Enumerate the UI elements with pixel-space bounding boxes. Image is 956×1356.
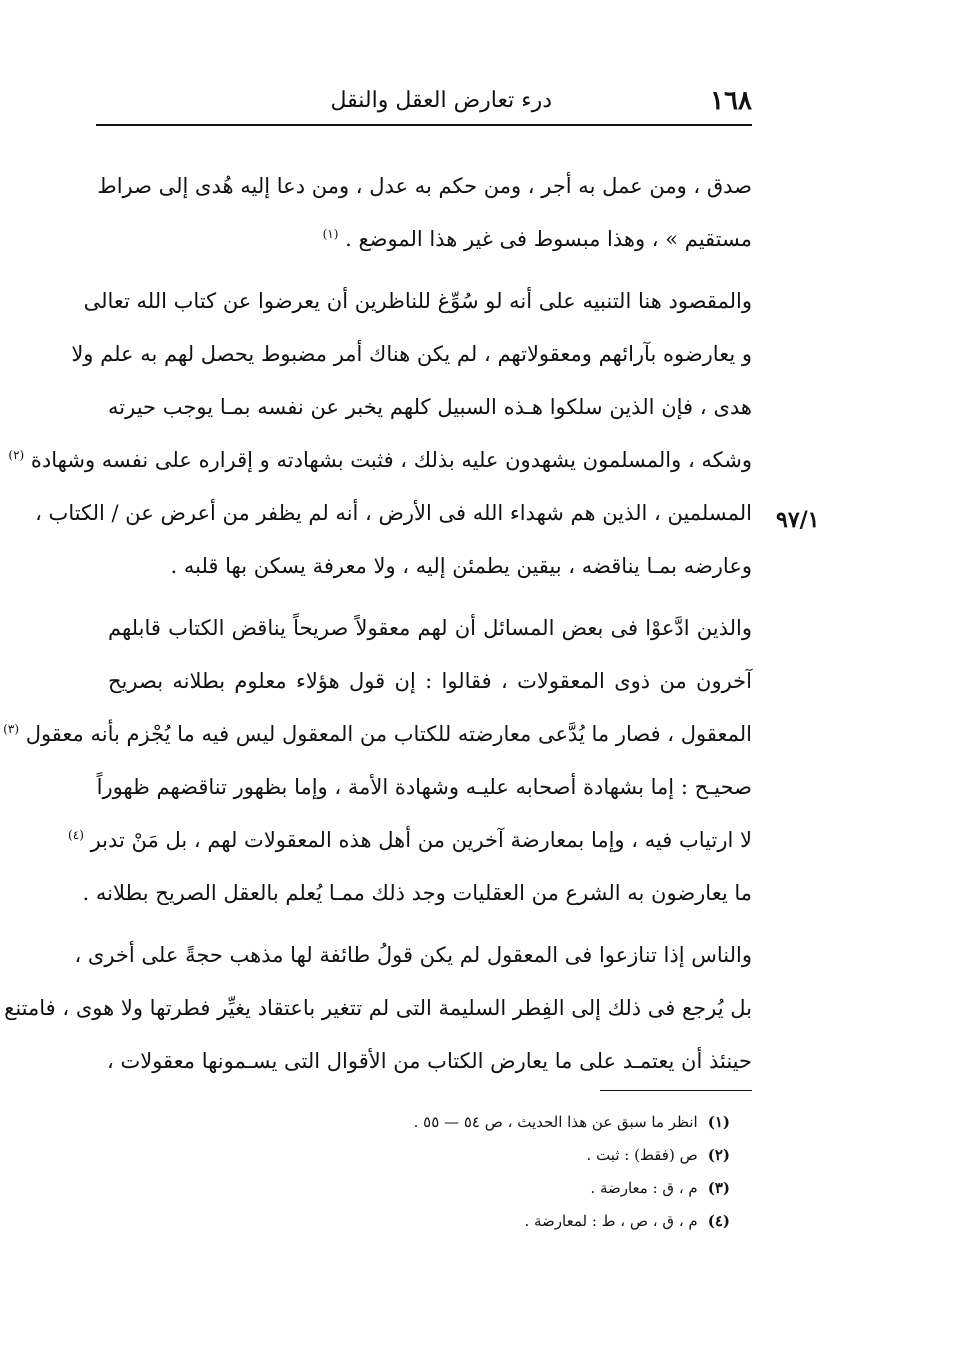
footnote-divider (600, 1090, 752, 1091)
page-header (96, 80, 752, 126)
text-line: وشكه ، والمسلمون يشهدون عليه بذلك ، فثبت بشهادته و إقراره على نفسه وشهادة $^{(٢)}$ (8, 448, 752, 472)
footnote (320, 1172, 730, 1205)
footnote-number: (٤) (707, 1212, 730, 1230)
footnote-text: م ، ق ، ص ، ط : لمعارضة . (524, 1212, 698, 1230)
text-line: والذين ادَّعوْا فى بعض المسائل أن لهم معقولاً صريحاً يناقض الكتاب قابلهم (108, 616, 752, 640)
main-text (3, 160, 752, 1088)
text-line: المعقول ، فصار ما يُدَّعى معارضته للكتاب من المعقول ليس فيه ما يُجْزم بأنه معقول $^{(٣)}$ (3, 722, 752, 746)
text-line: لا ارتياب فيه ، وإما بمعارضة آخرين من أهل هذه المعقولات لهم ، بل مَنْ تدبر $^{(٤)}$ (68, 828, 752, 852)
text-line: بل يُرجع فى ذلك إلى الفِطر السليمة التى لم تتغير باعتقاد يغيِّر فطرتها ولا هوى ، فامتنع (4, 996, 752, 1020)
footnote-marker: (٣) (3, 722, 19, 736)
paragraph-4 (4, 929, 752, 1088)
footnote-number: (٢) (707, 1146, 730, 1164)
text-line: و يعارضوه بآرائهم ومعقولاتهم ، لم يكن هناك أمر مضبوط يحصل لهم به علم ولا (71, 342, 752, 366)
text-line: صدق ، ومن عمل به أجر ، ومن حكم به عدل ، ومن دعا إليه هُدى إلى صراط (97, 174, 752, 198)
footnote-text: ص (فقط) : ثبت . (586, 1146, 698, 1164)
paragraph-3 (3, 602, 752, 920)
footnotes (320, 1106, 730, 1238)
page-number: ١٦٨ (710, 86, 752, 116)
text-line: والمقصود هنا التنبيه على أنه لو سُوِّغ للناظرين أن يعرضوا عن كتاب الله تعالى (83, 289, 752, 313)
paragraph-2 (8, 275, 752, 593)
text-line: والناس إذا تنازعوا فى المعقول لم يكن قولُ طائفة لها مذهب حجةً على أخرى ، (74, 943, 752, 967)
footnote-marker: (٢) (8, 448, 25, 462)
text-line: آخرون من ذوى المعقولات ، فقالوا : إن قول هؤلاء معلوم بطلانه بصريح (108, 669, 752, 693)
footnote-marker: (١) (322, 227, 339, 241)
footnote (320, 1205, 730, 1238)
text-line: وعارضه بمـا يناقضه ، بيقين يطمئن إليه ، ولا معرفة يسكن بها قلبه . (170, 554, 752, 578)
footnote-text: م ، ق : معارضة . (590, 1179, 698, 1197)
text-line: صحيـح : إما بشهادة أصحابه عليـه وشهادة الأمة ، وإما بظهور تناقضهم ظهوراً (96, 775, 752, 799)
running-title: درء تعارض العقل والنقل (330, 88, 552, 113)
text-line: حينئذ أن يعتمـد على ما يعارض الكتاب من الأقوال التى يسـمونها معقولات ، (107, 1049, 752, 1073)
footnote-number: (٣) (707, 1179, 730, 1197)
text-line: ما يعارضون به الشرع من العقليات وجد ذلك ممـا يُعلم بالعقل الصريح بطلانه . (82, 881, 752, 905)
text-line: المسلمين ، الذين هم شهداء الله فى الأرض ، أنه لم يظفر من أعرض عن / الكتاب ، (35, 501, 752, 525)
footnote (320, 1139, 730, 1172)
footnote-number: (١) (707, 1113, 730, 1131)
margin-reference: ٩٧/١ (776, 507, 820, 533)
footnote (320, 1106, 730, 1139)
paragraph-1 (97, 160, 752, 266)
footnote-text: انظر ما سبق عن هذا الحديث ، ص ٥٤ — ٥٥ . (413, 1113, 698, 1131)
text-line: مستقيم » ، وهذا مبسوط فى غير هذا الموضع . $^{(١)}$ (322, 227, 752, 251)
text-line: هدى ، فإن الذين سلكوا هـذه السبيل كلهم يخبر عن نفسه بمـا يوجب حيرته (108, 395, 752, 419)
footnote-marker: (٤) (68, 828, 84, 842)
